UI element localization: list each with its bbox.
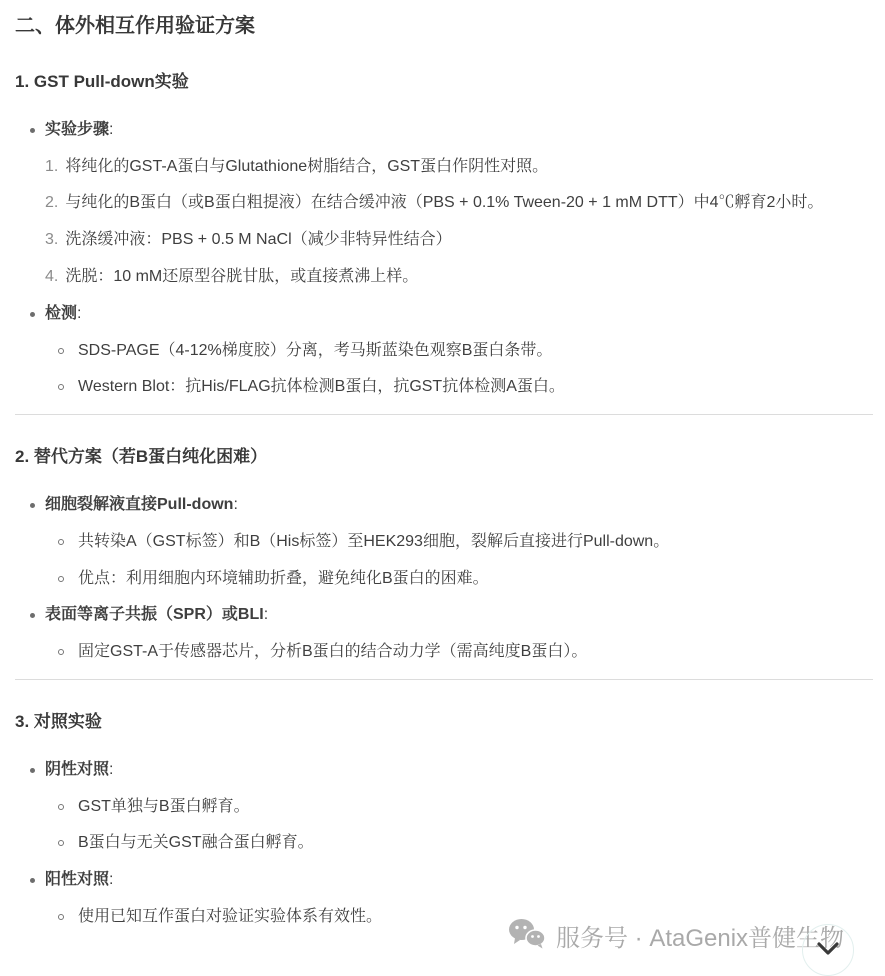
list-item [45, 153, 873, 182]
label-colon: : [109, 871, 114, 889]
bullet-icon [30, 312, 35, 317]
bullet-icon [30, 768, 35, 773]
bullet-icon [30, 613, 35, 618]
list-text: 与纯化的B蛋白（或B蛋白粗提液）在结合缓冲液（PBS + 0.1% Tween-20 + 1 mM DTT）中4℃孵育2小时。 [65, 194, 824, 212]
circle-bullet-icon [58, 348, 64, 354]
wechat-icon [508, 918, 546, 958]
section-heading-controls: 3. 对照实验 [15, 711, 102, 731]
list-item [45, 373, 873, 402]
circle-bullet-icon [58, 914, 64, 920]
watermark-text: 服务号 · AtaGenix普健生物 [556, 924, 845, 952]
list-text: Western Blot：抗His/FLAG抗体检测B蛋白，抗GST抗体检测A蛋白。 [78, 378, 565, 396]
label-colon: : [109, 760, 114, 778]
sub-bullet-list [45, 638, 873, 667]
list-text: 固定GST-A于传感器芯片，分析B蛋白的结合动力学（需高纯度B蛋白）。 [78, 643, 588, 661]
list-text: GST单独与B蛋白孵育。 [78, 797, 250, 815]
bullet-label: 细胞裂解液直接Pull-down [45, 495, 234, 513]
list-item [45, 793, 873, 822]
bullet-list [15, 491, 873, 667]
list-number: 1. [45, 157, 59, 175]
bullet-list [15, 116, 873, 402]
list-item-steps [15, 116, 873, 292]
sub-bullet-list [45, 793, 873, 859]
list-text: 优点：利用细胞内环境辅助折叠，避免纯化B蛋白的困难。 [78, 569, 489, 587]
list-item [45, 565, 873, 594]
label-colon: : [77, 304, 82, 322]
label-colon: : [263, 606, 269, 624]
list-number: 4. [45, 267, 59, 285]
section-heading-alternatives: 2. 替代方案（若B蛋白纯化困难） [15, 447, 268, 467]
list-item [45, 226, 873, 255]
list-item-spr-bli [15, 601, 873, 667]
bullet-list [15, 756, 873, 932]
list-item-lysate-pulldown [15, 491, 873, 593]
numbered-list [45, 153, 873, 292]
sub-bullet-list [45, 528, 873, 594]
section-alternatives [15, 445, 873, 667]
bullet-label: 表面等离子共振（SPR）或BLI [45, 606, 264, 624]
circle-bullet-icon [58, 649, 64, 655]
section-controls [15, 710, 873, 932]
list-item [45, 638, 873, 667]
list-number: 3. [45, 231, 59, 249]
circle-bullet-icon [58, 804, 64, 810]
bullet-icon [30, 878, 35, 883]
bullet-label: 阴性对照 [45, 760, 110, 778]
chevron-down-icon [816, 942, 840, 959]
list-item [45, 263, 873, 292]
list-item [45, 829, 873, 858]
expand-button[interactable] [802, 924, 854, 976]
label-colon: : [233, 495, 238, 513]
label-colon: : [109, 120, 114, 138]
bullet-icon [30, 128, 35, 133]
list-number: 2. [45, 194, 59, 212]
list-text: 将纯化的GST-A蛋白与Glutathione树脂结合，GST蛋白作阴性对照。 [65, 157, 549, 175]
circle-bullet-icon [58, 384, 64, 390]
bullet-label: 阳性对照 [45, 871, 110, 889]
circle-bullet-icon [58, 539, 64, 545]
sub-bullet-list [45, 337, 873, 403]
list-item-negative-control [15, 756, 873, 858]
circle-bullet-icon [58, 840, 64, 846]
list-text: B蛋白与无关GST融合蛋白孵育。 [78, 834, 314, 852]
page-title: 二、体外相互作用验证方案 [15, 15, 255, 37]
list-item [45, 189, 873, 218]
list-text: 洗涤缓冲液：PBS + 0.5 M NaCl（减少非特异性结合） [65, 231, 452, 249]
bullet-label: 实验步骤 [45, 120, 110, 138]
section-divider [15, 679, 873, 680]
circle-bullet-icon [58, 576, 64, 582]
bullet-icon [30, 503, 35, 508]
official-account-watermark [508, 918, 844, 958]
section-gst-pulldown [15, 70, 873, 402]
list-text: 使用已知互作蛋白对验证实验体系有效性。 [78, 907, 383, 925]
list-item [45, 528, 873, 557]
list-item [45, 337, 873, 366]
bullet-label: 检测 [45, 304, 78, 322]
list-item-detection [15, 300, 873, 402]
section-divider [15, 414, 873, 415]
list-text: 洗脱：10 mM还原型谷胱甘肽，或直接煮沸上样。 [65, 267, 419, 285]
section-heading-gst-pulldown: 1. GST Pull-down实验 [15, 72, 189, 91]
list-text: SDS-PAGE（4-12%梯度胶）分离，考马斯蓝染色观察B蛋白条带。 [78, 341, 553, 359]
list-text: 共转染A（GST标签）和B（His标签）至HEK293细胞，裂解后直接进行Pull-down。 [78, 532, 670, 550]
